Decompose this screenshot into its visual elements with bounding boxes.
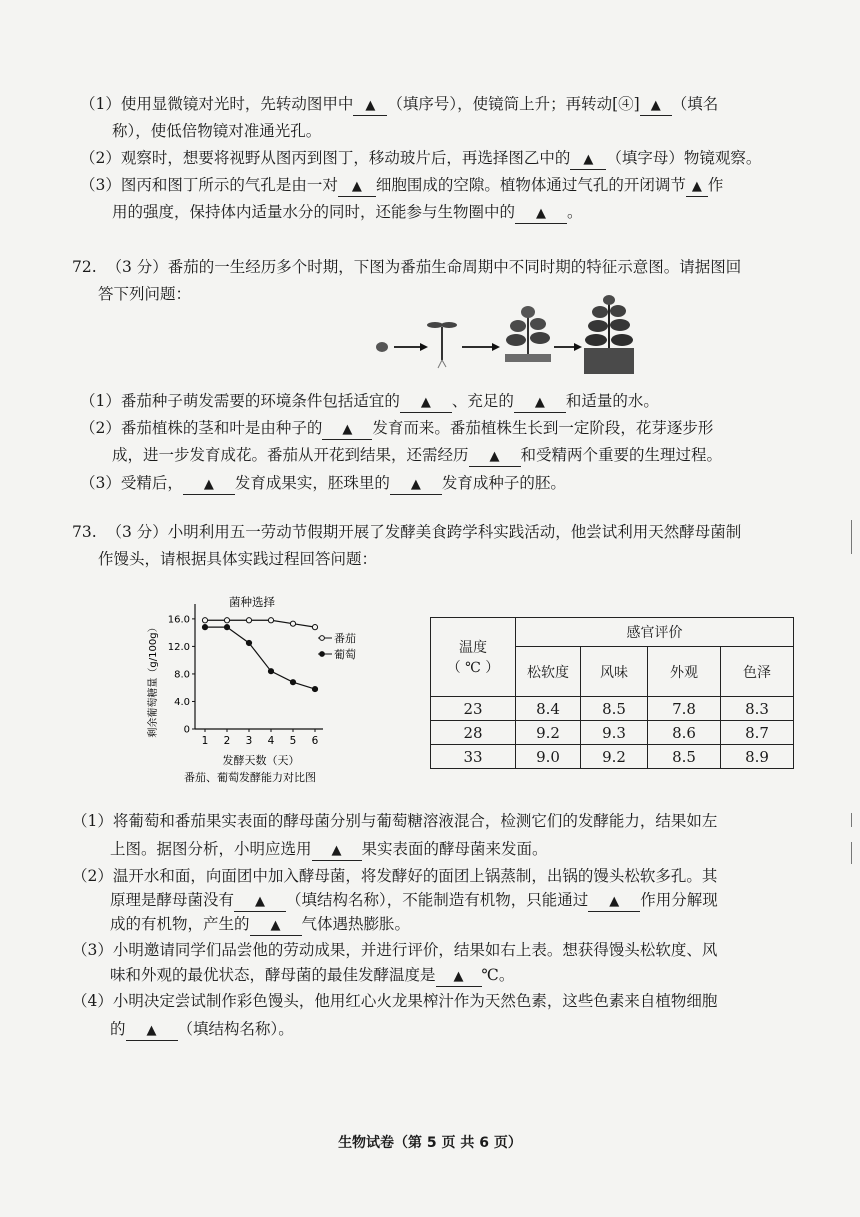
y-tick-label: 8.0 (174, 669, 190, 681)
seedling-image (427, 322, 457, 368)
text: （1）番茄种子萌发需要的环境条件包括适宜的 (80, 392, 400, 410)
answer-blank[interactable]: ▲ (436, 968, 482, 987)
y-tick-label: 12.0 (167, 641, 190, 653)
series-line-2 (205, 627, 315, 689)
table-row (431, 745, 794, 769)
answer-blank[interactable]: ▲ (514, 394, 566, 413)
text: （1）使用显微镜对光时，先转动图甲中 (80, 95, 354, 113)
column-header: 色泽 (721, 647, 794, 697)
q73-line-4 (110, 889, 718, 912)
table-cell: 8.7 (721, 721, 794, 745)
text: （2）温开水和面，向面团中加入酵母菌，将发酵好的面团上锅蒸制，出锅的馒头松软多孔。其 (72, 867, 718, 885)
q71-line-5 (112, 201, 583, 224)
q73-intro-1 (72, 521, 741, 543)
chart-title: 菌种选择 (229, 595, 275, 609)
q71-line-3 (80, 147, 761, 170)
data-point (290, 621, 295, 626)
text: （1）将葡萄和番茄果实表面的酵母菌分别与葡萄糖溶液混合，检测它们的发酵能力，结果如左 (72, 812, 718, 830)
table-cell: 23 (431, 697, 516, 721)
x-tick-label: 4 (267, 735, 275, 747)
data-point (246, 618, 251, 623)
data-point (224, 618, 229, 623)
answer-blank[interactable]: ▲ (183, 476, 235, 495)
fermentation-chart (140, 592, 380, 792)
column-header: 风味 (581, 647, 648, 697)
scan-margin-mark (851, 520, 852, 554)
sensory-evaluation-table (430, 617, 794, 769)
page-footer: 生物试卷（第 5 页 共 6 页） (338, 1135, 522, 1151)
text: 气体遇热膨胀。 (301, 915, 411, 933)
legend-marker (320, 636, 325, 641)
column-header: 松软度 (516, 647, 581, 697)
q73-line-6 (72, 939, 717, 961)
text: （2）番茄植株的茎和叶是由种子的 (80, 419, 323, 437)
q73-line-3 (72, 865, 717, 887)
x-tick-label: 3 (245, 735, 253, 747)
answer-blank[interactable]: ▲ (390, 476, 442, 495)
temperature-header (431, 618, 516, 697)
text: 的 (110, 1020, 126, 1038)
text: 发育而来。番茄植株生长到一定阶段，花芽逐步形 (372, 419, 714, 437)
text: 用的强度，保持体内适量水分的同时，还能参与生物圈中的 (112, 203, 516, 221)
answer-blank[interactable]: ▲ (640, 97, 672, 116)
legend-label: 番茄 (334, 632, 356, 645)
q72-intro-2 (98, 283, 191, 305)
data-point (224, 625, 229, 630)
text: （填名 (671, 95, 719, 113)
answer-blank[interactable]: ▲ (250, 917, 302, 936)
text: （3 分）番茄的一生经历多个时期，下图为番茄生命周期中不同时期的特征示意图。请据图回 (106, 258, 742, 276)
question-number: 73. (72, 523, 97, 541)
text: 和适量的水。 (565, 392, 659, 410)
q73-intro-2 (98, 548, 377, 570)
answer-blank[interactable]: ▲ (588, 893, 640, 912)
answer-blank[interactable]: ▲ (515, 205, 567, 224)
data-point (312, 686, 317, 691)
text: 称），使低倍物镜对准通光孔。 (112, 122, 322, 140)
x-tick-label: 1 (201, 735, 209, 747)
chart-caption: 番茄、葡萄发酵能力对比图 (184, 771, 316, 784)
q73-line-5 (110, 913, 410, 936)
q72-line-3 (112, 444, 722, 467)
legend-label: 葡萄 (334, 648, 356, 661)
table-cell: 8.3 (721, 697, 794, 721)
answer-blank[interactable]: ▲ (234, 893, 286, 912)
text: （3）小明邀请同学们品尝他的劳动成果，并进行评价，结果如右上表。想获得馒头松软度、风 (72, 941, 718, 959)
data-point (268, 669, 273, 674)
text: 作 (707, 176, 724, 194)
text: 上图。据图分析，小明应选用 (110, 840, 312, 858)
table-cell: 8.6 (648, 721, 721, 745)
text: （填结构名称），不能制造有机物，只能通过 (286, 891, 589, 909)
column-header: 外观 (648, 647, 721, 697)
table-cell: 8.5 (581, 697, 648, 721)
text: （3 分）小明利用五一劳动节假期开展了发酵美食跨学科实践活动，他尝试利用天然酵母菌制 (106, 523, 742, 541)
text: （填字母）物镜观察。 (606, 149, 762, 167)
table-cell: 33 (431, 745, 516, 769)
arrow-2-head (492, 343, 500, 351)
answer-blank[interactable]: ▲ (686, 178, 708, 197)
chart-legend (318, 631, 356, 661)
answer-blank[interactable]: ▲ (322, 421, 372, 440)
data-point (312, 625, 317, 630)
table-cell: 9.2 (581, 745, 648, 769)
text: 细胞围成的空隙。植物体通过气孔的开闭调节 (375, 176, 686, 194)
q73-line-7 (110, 964, 514, 987)
data-point (268, 618, 273, 623)
y-tick-label: 4.0 (174, 696, 190, 708)
text: （2）观察时，想要将视野从图丙到图丁，移动玻片后，再选择图乙中的 (80, 149, 571, 167)
text: 和受精两个重要的生理过程。 (520, 446, 723, 464)
answer-blank[interactable]: ▲ (353, 97, 387, 116)
table-row (431, 697, 794, 721)
q71-line-1 (80, 93, 718, 116)
data-point (290, 680, 295, 685)
text: 作用分解现 (640, 891, 718, 909)
text: （3）受精后， (80, 474, 183, 492)
q72-line-4 (80, 472, 566, 495)
data-point (202, 618, 207, 623)
text: 成的有机物，产生的 (110, 915, 250, 933)
q73-line-2 (110, 838, 548, 861)
text: （4）小明决定尝试制作彩色馒头，他用红心火龙果榨汁作为天然色素，这些色素来自植物细胞 (72, 992, 718, 1010)
text: （填序号），使镜筒上升；再转动[④] (387, 95, 640, 113)
sensory-header: 感官评价 (516, 618, 794, 647)
text: 发育成种子的胚。 (441, 474, 566, 492)
y-tick-label: 16.0 (167, 614, 190, 626)
arrow-1-head (420, 343, 428, 351)
text: 发育成果实，胚珠里的 (234, 474, 390, 492)
data-point (202, 625, 207, 630)
tomato-growth-diagram (370, 292, 640, 374)
scan-margin-mark (851, 842, 852, 864)
y-axis-label: 剩余葡萄糖量（g/100g） (148, 622, 159, 738)
answer-blank[interactable]: ▲ (570, 151, 606, 170)
header-label: 温度 (459, 640, 487, 656)
legend-marker (320, 652, 325, 657)
series-line-1 (205, 620, 315, 627)
text: 答下列问题： (98, 285, 192, 303)
q73-line-8 (72, 990, 717, 1012)
header-unit: （ ℃ ） (446, 660, 500, 676)
table-cell: 9.3 (581, 721, 648, 745)
text: 成，进一步发育成花。番茄从开花到结果，还需经历 (112, 446, 469, 464)
mature-plant-image (584, 295, 634, 374)
answer-blank[interactable]: ▲ (338, 178, 376, 197)
question-number: 72. (72, 258, 97, 276)
text: 作馒头，请根据具体实践过程回答问题： (98, 550, 378, 568)
x-tick-label: 5 (289, 735, 297, 747)
q72-intro-1 (72, 256, 741, 278)
q72-line-2 (80, 417, 713, 440)
x-tick-label: 2 (223, 735, 231, 747)
arrow-3-head (574, 343, 582, 351)
answer-blank[interactable]: ▲ (312, 842, 362, 861)
text: 。 (567, 203, 583, 221)
text: 、充足的 (451, 392, 514, 410)
text: （3）图丙和图丁所示的气孔是由一对 (80, 176, 338, 194)
answer-blank[interactable]: ▲ (400, 394, 452, 413)
x-tick-label: 6 (311, 735, 319, 747)
q71-line-4 (80, 174, 723, 197)
x-axis-label: 发酵天数（天） (222, 754, 300, 767)
text: 果实表面的酵母菌来发面。 (361, 840, 548, 858)
q73-line-1 (72, 810, 717, 832)
answer-blank[interactable]: ▲ (469, 448, 521, 467)
table-cell: 7.8 (648, 697, 721, 721)
table-row (431, 721, 794, 745)
q73-line-9 (110, 1018, 294, 1041)
q72-line-1 (80, 390, 659, 413)
seed-image (376, 342, 388, 352)
answer-blank[interactable]: ▲ (126, 1022, 178, 1041)
q71-line-2 (112, 120, 321, 142)
table-cell: 9.2 (516, 721, 581, 745)
text: ℃。 (481, 966, 515, 984)
text: 原理是酵母菌没有 (110, 891, 235, 909)
table-cell: 28 (431, 721, 516, 745)
text: （填结构名称）。 (177, 1020, 294, 1038)
data-point (246, 640, 251, 645)
table-cell: 9.0 (516, 745, 581, 769)
table-cell: 8.9 (721, 745, 794, 769)
young-plant-image (505, 306, 551, 362)
table-cell: 8.4 (516, 697, 581, 721)
scan-margin-mark (851, 813, 852, 827)
y-tick-label: 0 (183, 724, 190, 736)
plot-area (168, 604, 323, 747)
text: 味和外观的最优状态，酵母菌的最佳发酵温度是 (110, 966, 436, 984)
table-cell: 8.5 (648, 745, 721, 769)
